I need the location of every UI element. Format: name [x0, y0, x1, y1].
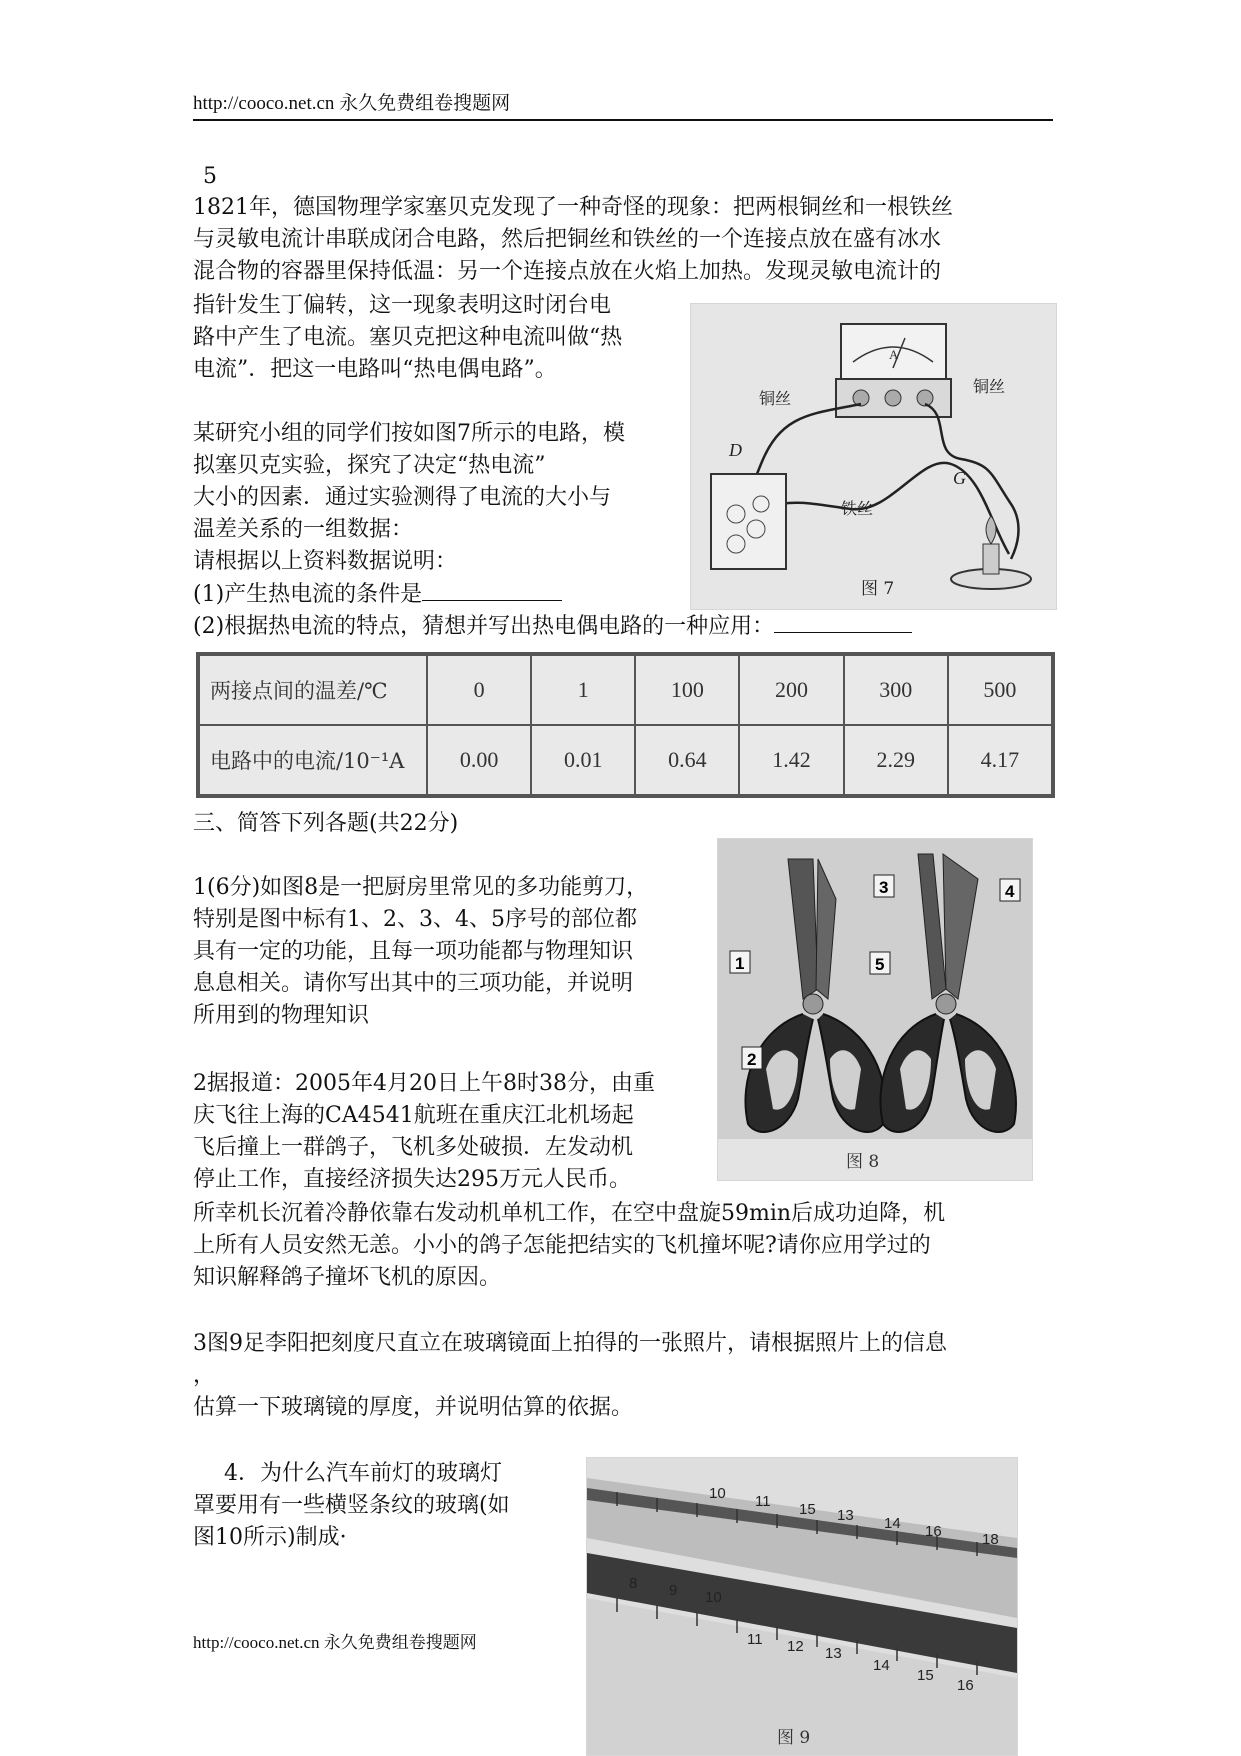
answer-blank-2: [774, 610, 912, 633]
table-cell: 0.00: [427, 725, 531, 795]
ruler-top-tick: 16: [925, 1523, 942, 1540]
ruler-bottom-tick: 9: [669, 1582, 678, 1599]
ruler-top-tick: 11: [755, 1493, 771, 1510]
table-cell: 500: [948, 655, 1052, 725]
figure-9-ruler-on-mirror: [586, 1457, 1018, 1756]
figure-8-caption: 图 8: [846, 1152, 880, 1172]
ruler-top-tick: 15: [799, 1501, 816, 1518]
figure-9-caption: 图 9: [777, 1728, 811, 1748]
q5-line-10: 温差关系的一组数据：: [193, 517, 414, 542]
table-row: [199, 725, 1052, 795]
s3-q2-line-1: 2据报道：2005年4月20日上午8时38分，由重: [193, 1071, 655, 1096]
q5-line-1: 1821年，德国物理学家塞贝克发现了一种奇怪的现象：把两根铜丝和一根铁丝: [193, 195, 953, 220]
table-cell: 2.29: [844, 725, 948, 795]
figure-8-scissors: [717, 838, 1033, 1181]
table-cell: 0: [427, 655, 531, 725]
q5-sub1-text: (1)产生热电流的条件是: [193, 582, 423, 607]
figure-7-thermocouple-circuit: [690, 303, 1057, 610]
ruler-bottom-tick: 11: [747, 1631, 763, 1648]
s3-q2-line-2: 庆飞往上海的CA4541航班在重庆江北机场起: [193, 1103, 634, 1128]
figure-7-caption: 图 7: [861, 579, 895, 599]
q5-sub-question-1: [193, 578, 562, 611]
table-cell: 1.42: [739, 725, 843, 795]
q5-line-4: 指针发生丁偏转，这一现象表明这时闭台电: [193, 293, 612, 318]
q5-line-2: 与灵敏电流计串联成闭合电路，然后把铜丝和铁丝的一个连接点放在盛有冰水: [193, 227, 942, 252]
s3-q4-line-2: 罩要用有一些横竖条纹的玻璃(如: [193, 1493, 510, 1518]
scissors-mark-3: 3: [879, 878, 889, 897]
ruler-bottom-tick: 15: [917, 1667, 934, 1684]
q5-line-9: 大小的因素．通过实验测得了电流的大小与: [193, 485, 612, 510]
s3-q1-line-4: 息息相关。请你写出其中的三项功能，并说明: [193, 971, 634, 996]
table-cell: 1: [531, 655, 635, 725]
q5-line-8: 拟塞贝克实验，探究了决定“热电流”: [193, 453, 546, 478]
ruler-top-tick: 10: [709, 1485, 726, 1502]
scissors-mark-1: 1: [735, 954, 745, 973]
table-cell: 0.64: [635, 725, 739, 795]
ruler-bottom-tick: 16: [957, 1677, 974, 1694]
ruler-bottom-tick: 12: [787, 1638, 804, 1655]
label-copper-left: 铜丝: [759, 389, 792, 408]
s3-q2-line-6: 上所有人员安然无恙。小小的鸽子怎能把结实的飞机撞坏呢?请你应用学过的: [193, 1233, 931, 1258]
answer-blank-1: [422, 578, 562, 601]
ruler-top-tick: 14: [884, 1515, 901, 1532]
scissors-mark-5: 5: [875, 955, 885, 974]
q5-line-5: 路中产生了电流。塞贝克把这种电流叫做“热: [193, 325, 623, 350]
s3-q3-line-2: ，: [193, 1363, 216, 1388]
s3-q2-line-5: 所幸机长沉着冷静依靠右发动机单机工作，在空中盘旋59min后成功迫降，机: [193, 1201, 946, 1226]
ruler-top-tick: 13: [837, 1507, 854, 1524]
header-divider: [193, 119, 1053, 121]
table-cell: 两接点间的温差/℃: [199, 655, 427, 725]
q5-line-11: 请根据以上资料数据说明：: [193, 549, 458, 574]
label-copper-right: 铜丝: [973, 377, 1006, 396]
q5-sub-question-2: [193, 610, 912, 643]
table-cell: 300: [844, 655, 948, 725]
ruler-bottom-tick: 14: [873, 1657, 890, 1674]
table-cell: 0.01: [531, 725, 635, 795]
table-cell: 100: [635, 655, 739, 725]
ruler-bottom-tick: 10: [705, 1589, 722, 1606]
label-d: D: [729, 440, 742, 460]
q5-line-7: 某研究小组的同学们按如图7所示的电路，模: [193, 421, 625, 446]
table-cell: 电路中的电流/10⁻¹A: [199, 725, 427, 795]
table-cell: 200: [739, 655, 843, 725]
q5-line-3: 混合物的容器里保持低温：另一个连接点放在火焰上加热。发现灵敏电流计的: [193, 259, 942, 284]
ruler-bottom-tick: 8: [629, 1575, 638, 1592]
meter-label: A: [889, 347, 899, 362]
scissors-mark-2: 2: [747, 1050, 757, 1069]
section-title: 三、简答下列各题(共22分): [193, 811, 459, 836]
table-cell: 4.17: [948, 725, 1052, 795]
question-number: 5: [203, 164, 217, 189]
label-g: G: [953, 468, 966, 488]
s3-q2-line-3: 飞后撞上一群鸽子，飞机多处破损．左发动机: [193, 1135, 634, 1160]
s3-q1-line-1: 1(6分)如图8是一把厨房里常见的多功能剪刀，: [193, 875, 649, 900]
beaker-icon: [711, 474, 786, 569]
s3-q1-line-5: 所用到的物理知识: [193, 1003, 370, 1028]
s3-q4-line-3: 图10所示)制成·: [193, 1525, 347, 1550]
header-url: http://cooco.net.cn 永久免费组卷搜题网: [193, 93, 511, 114]
q5-sub2-text: (2)根据热电流的特点，猜想并写出热电偶电路的一种应用：: [193, 614, 775, 639]
s3-q3-line-1: 3图9足李阳把刻度尺直立在玻璃镜面上拍得的一张照片，请根据照片上的信息: [193, 1331, 947, 1356]
s3-q4-line-1: 4．为什么汽车前灯的玻璃灯: [224, 1461, 502, 1486]
data-table: [196, 652, 1055, 798]
s3-q2-line-4: 停止工作，直接经济损失达295万元人民币。: [193, 1167, 631, 1192]
label-iron: 铁丝: [841, 499, 874, 518]
ruler-top-tick: 18: [982, 1531, 999, 1548]
scissors-mark-4: 4: [1005, 882, 1015, 901]
table-row: [199, 655, 1052, 725]
s3-q1-line-3: 具有一定的功能，且每一项功能都与物理知识: [193, 939, 634, 964]
s3-q2-line-7: 知识解释鸽子撞坏飞机的原因。: [193, 1265, 502, 1290]
s3-q3-line-3: 估算一下玻璃镜的厚度，并说明估算的依据。: [193, 1395, 634, 1420]
ruler-bottom-tick: 13: [825, 1645, 842, 1662]
q5-line-6: 电流”．把这一电路叫“热电偶电路”。: [193, 357, 557, 382]
galvanometer-icon: [836, 324, 951, 417]
footer-url: http://cooco.net.cn 永久免费组卷搜题网: [193, 1633, 477, 1652]
s3-q1-line-2: 特别是图中标有1、2、3、4、5序号的部位都: [193, 907, 637, 932]
